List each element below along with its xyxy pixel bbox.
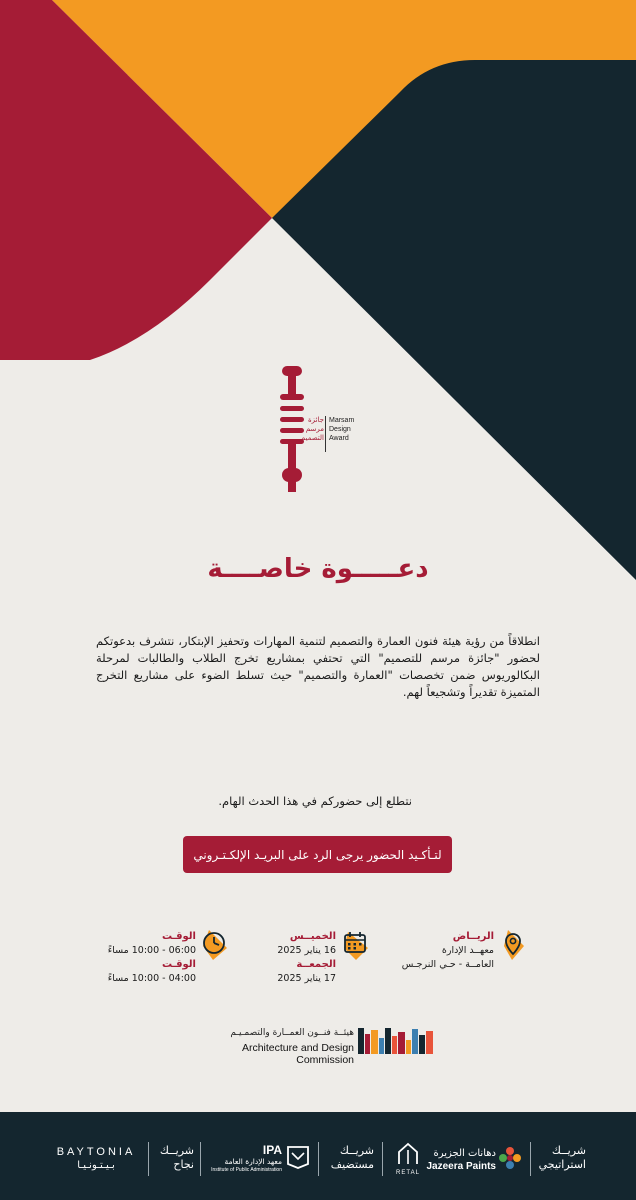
location-line1: معهــد الإدارة	[441, 945, 494, 956]
ipa-english: Institute of Public Administration	[211, 1167, 282, 1173]
location-pin-icon	[498, 926, 528, 962]
ipa-emblem-icon	[285, 1144, 311, 1170]
location-line2: العامــة - حـي النرجـس	[401, 959, 494, 970]
intro-paragraph: انطلاقاً من رؤية هيئة فنون العمارة والتصميم لتنمية المهارات وتحفيز الإبتكار، نتشرف بدعوتكم لحضور "جائزة مرسم للتصميم" التي تحتفي بمشاريع تخرج الطلاب والطالبات لمرحلة البكالوريوس ضمن تخصصات "العمارة والتصميم" حيث تسلط الضوء على مشاريع التخرج المتميزة تقديراً وتشجيعاً لهم.	[96, 634, 540, 699]
jazeera-english: Jazeera Paints	[426, 1161, 496, 1172]
logo-arabic-text: جائزة مرسم التصميم	[300, 416, 324, 442]
jazeera-arabic: دهانات الجزيرة	[433, 1148, 496, 1159]
footer-divider	[382, 1142, 383, 1176]
footer-divider	[530, 1142, 531, 1176]
location-label: الريــاض	[452, 931, 494, 942]
date-value1: 16 يناير 2025	[277, 945, 336, 956]
host-partner-label: شريــك مستضيف	[330, 1144, 374, 1171]
marsam-logo-mark	[278, 364, 306, 494]
rsvp-button[interactable]: لتـأكـيد الحضور يرجى الرد على البريـد الإلكـتـروني	[183, 836, 452, 873]
await-text: نتطلع إلى حضوركم في هذا الحدث الهام.	[218, 794, 412, 808]
baytonia-english: BAYTONIA	[56, 1146, 136, 1158]
commission-logo	[186, 1026, 436, 1066]
clock-icon	[199, 926, 229, 962]
commission-logo-mark	[358, 1026, 434, 1056]
time-label1: الوقـت	[161, 931, 196, 942]
logo-divider	[325, 416, 326, 452]
footer-divider	[318, 1142, 319, 1176]
retal-text: RETAL	[396, 1170, 420, 1176]
retal-icon	[396, 1142, 420, 1166]
commission-english: Architecture and Design Commission	[241, 1042, 354, 1066]
calendar-icon	[340, 926, 370, 962]
time-value2: 04:00 - 10:00 مساءً	[107, 973, 196, 984]
ipa-arabic: معهد الإدارة العامة	[224, 1157, 282, 1166]
time-label2: الوقـت	[161, 959, 196, 970]
location-detail	[370, 930, 494, 972]
date-value2: 17 يناير 2025	[277, 973, 336, 984]
footer-divider	[200, 1142, 201, 1176]
strategic-partner-label: شريــك استراتيجي	[538, 1144, 586, 1171]
ipa-code: IPA	[262, 1143, 282, 1157]
marsam-logo	[278, 364, 358, 494]
date-day1: الخميــس	[289, 931, 336, 942]
footer-divider	[148, 1142, 149, 1176]
success-partner-label: شريــك نجاح	[159, 1144, 194, 1171]
date-detail	[240, 930, 336, 986]
date-day2: الجمعــة	[296, 959, 336, 970]
jazeera-paints-icon	[498, 1146, 522, 1170]
baytonia-arabic: بـيـتـونـيـا	[77, 1160, 115, 1171]
time-value1: 06:00 - 10:00 مساءً	[107, 945, 196, 956]
commission-arabic: هيئــة فنــون العمــارة والتصمـيـم	[230, 1028, 354, 1038]
time-detail	[92, 930, 196, 986]
invitation-title: دعـــــوة خاصــــة	[207, 554, 429, 584]
logo-english-text: Marsam Design Award	[329, 417, 355, 442]
